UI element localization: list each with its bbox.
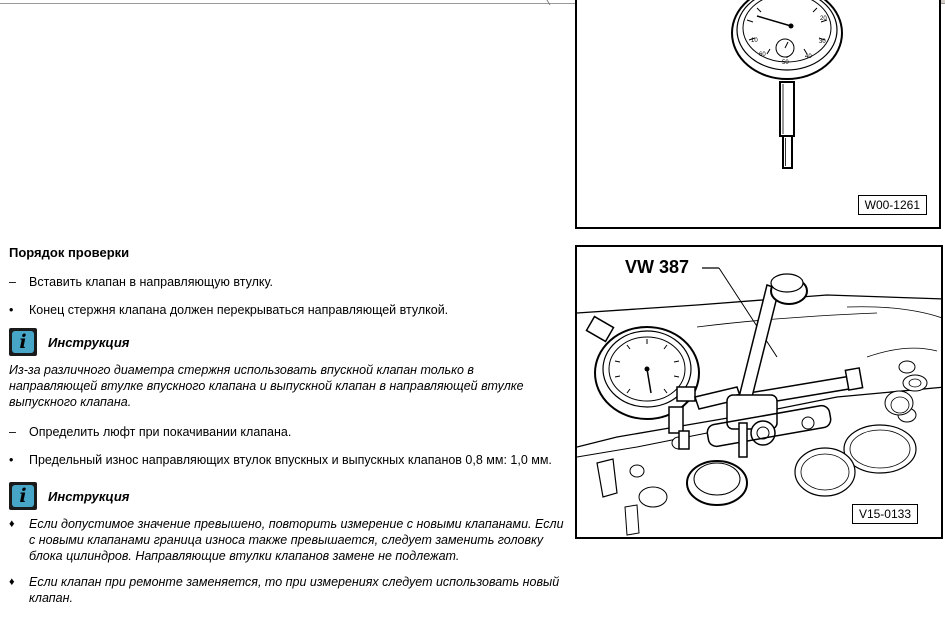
figure-valve-measurement xyxy=(575,245,943,539)
step-text: Предельный износ направляющих втулок впускных и выпускных клапанов 0,8 мм: 1,0 мм. xyxy=(29,453,552,467)
list-item xyxy=(9,574,564,606)
item-text: Если клапан при ремонте заменяется, то при измерениях следует использовать новый клапан. xyxy=(29,575,560,605)
dial-label: 30 xyxy=(819,39,826,45)
procedure-step xyxy=(9,452,564,468)
figure-code: V15-0133 xyxy=(852,504,918,524)
procedure-step xyxy=(9,302,564,318)
tool-label: VW 387 xyxy=(625,257,690,277)
dial-label: 10 xyxy=(751,38,758,44)
item-text: Если допустимое значение превышено, повторить измерение с новыми клапанами. Если с новыми клапанами граница износа также превышается, следует заменить головку блока цилиндров. Направляющие втулки клапанов замене не подлежат. xyxy=(29,517,564,563)
dial-label: 20 xyxy=(820,16,827,22)
note-title: Инструкция xyxy=(48,335,130,350)
dash-marker: – xyxy=(9,425,16,439)
diamond-marker: ♦ xyxy=(9,576,15,588)
step-text: Вставить клапан в направляющую втулку. xyxy=(29,275,273,289)
note-title: Инструкция xyxy=(48,489,130,504)
bullet-marker: • xyxy=(9,453,14,467)
dial-label: 50 xyxy=(782,60,789,66)
valve-measurement-illustration xyxy=(577,247,943,539)
note-text: Из-за различного диаметра стержня использовать впускной клапан только в направляющей втулке впускного клапана и выпускной клапан в направляющей втулке выпускного клапана. xyxy=(9,363,524,409)
section-heading: Порядок проверки xyxy=(9,245,130,260)
dial-label: 60 xyxy=(759,52,766,58)
step-text: Конец стержня клапана должен перекрываться направляющей втулкой. xyxy=(29,303,449,317)
figure-dial-gauge xyxy=(575,0,941,229)
figure-code: W00-1261 xyxy=(858,195,927,215)
note-header xyxy=(9,328,564,358)
step-text: Определить люфт при покачивании клапана. xyxy=(29,425,292,439)
procedure-step xyxy=(9,424,564,440)
procedure-section xyxy=(9,245,564,612)
list-item xyxy=(9,516,564,564)
diamond-marker: ♦ xyxy=(9,518,15,530)
info-icon: i xyxy=(9,482,37,510)
dash-marker: – xyxy=(9,275,16,289)
bullet-marker: • xyxy=(9,303,14,317)
note-list xyxy=(9,516,564,606)
dial-label: 40 xyxy=(805,54,812,60)
info-icon: i xyxy=(9,328,37,356)
procedure-step xyxy=(9,274,564,290)
note-header xyxy=(9,482,564,512)
